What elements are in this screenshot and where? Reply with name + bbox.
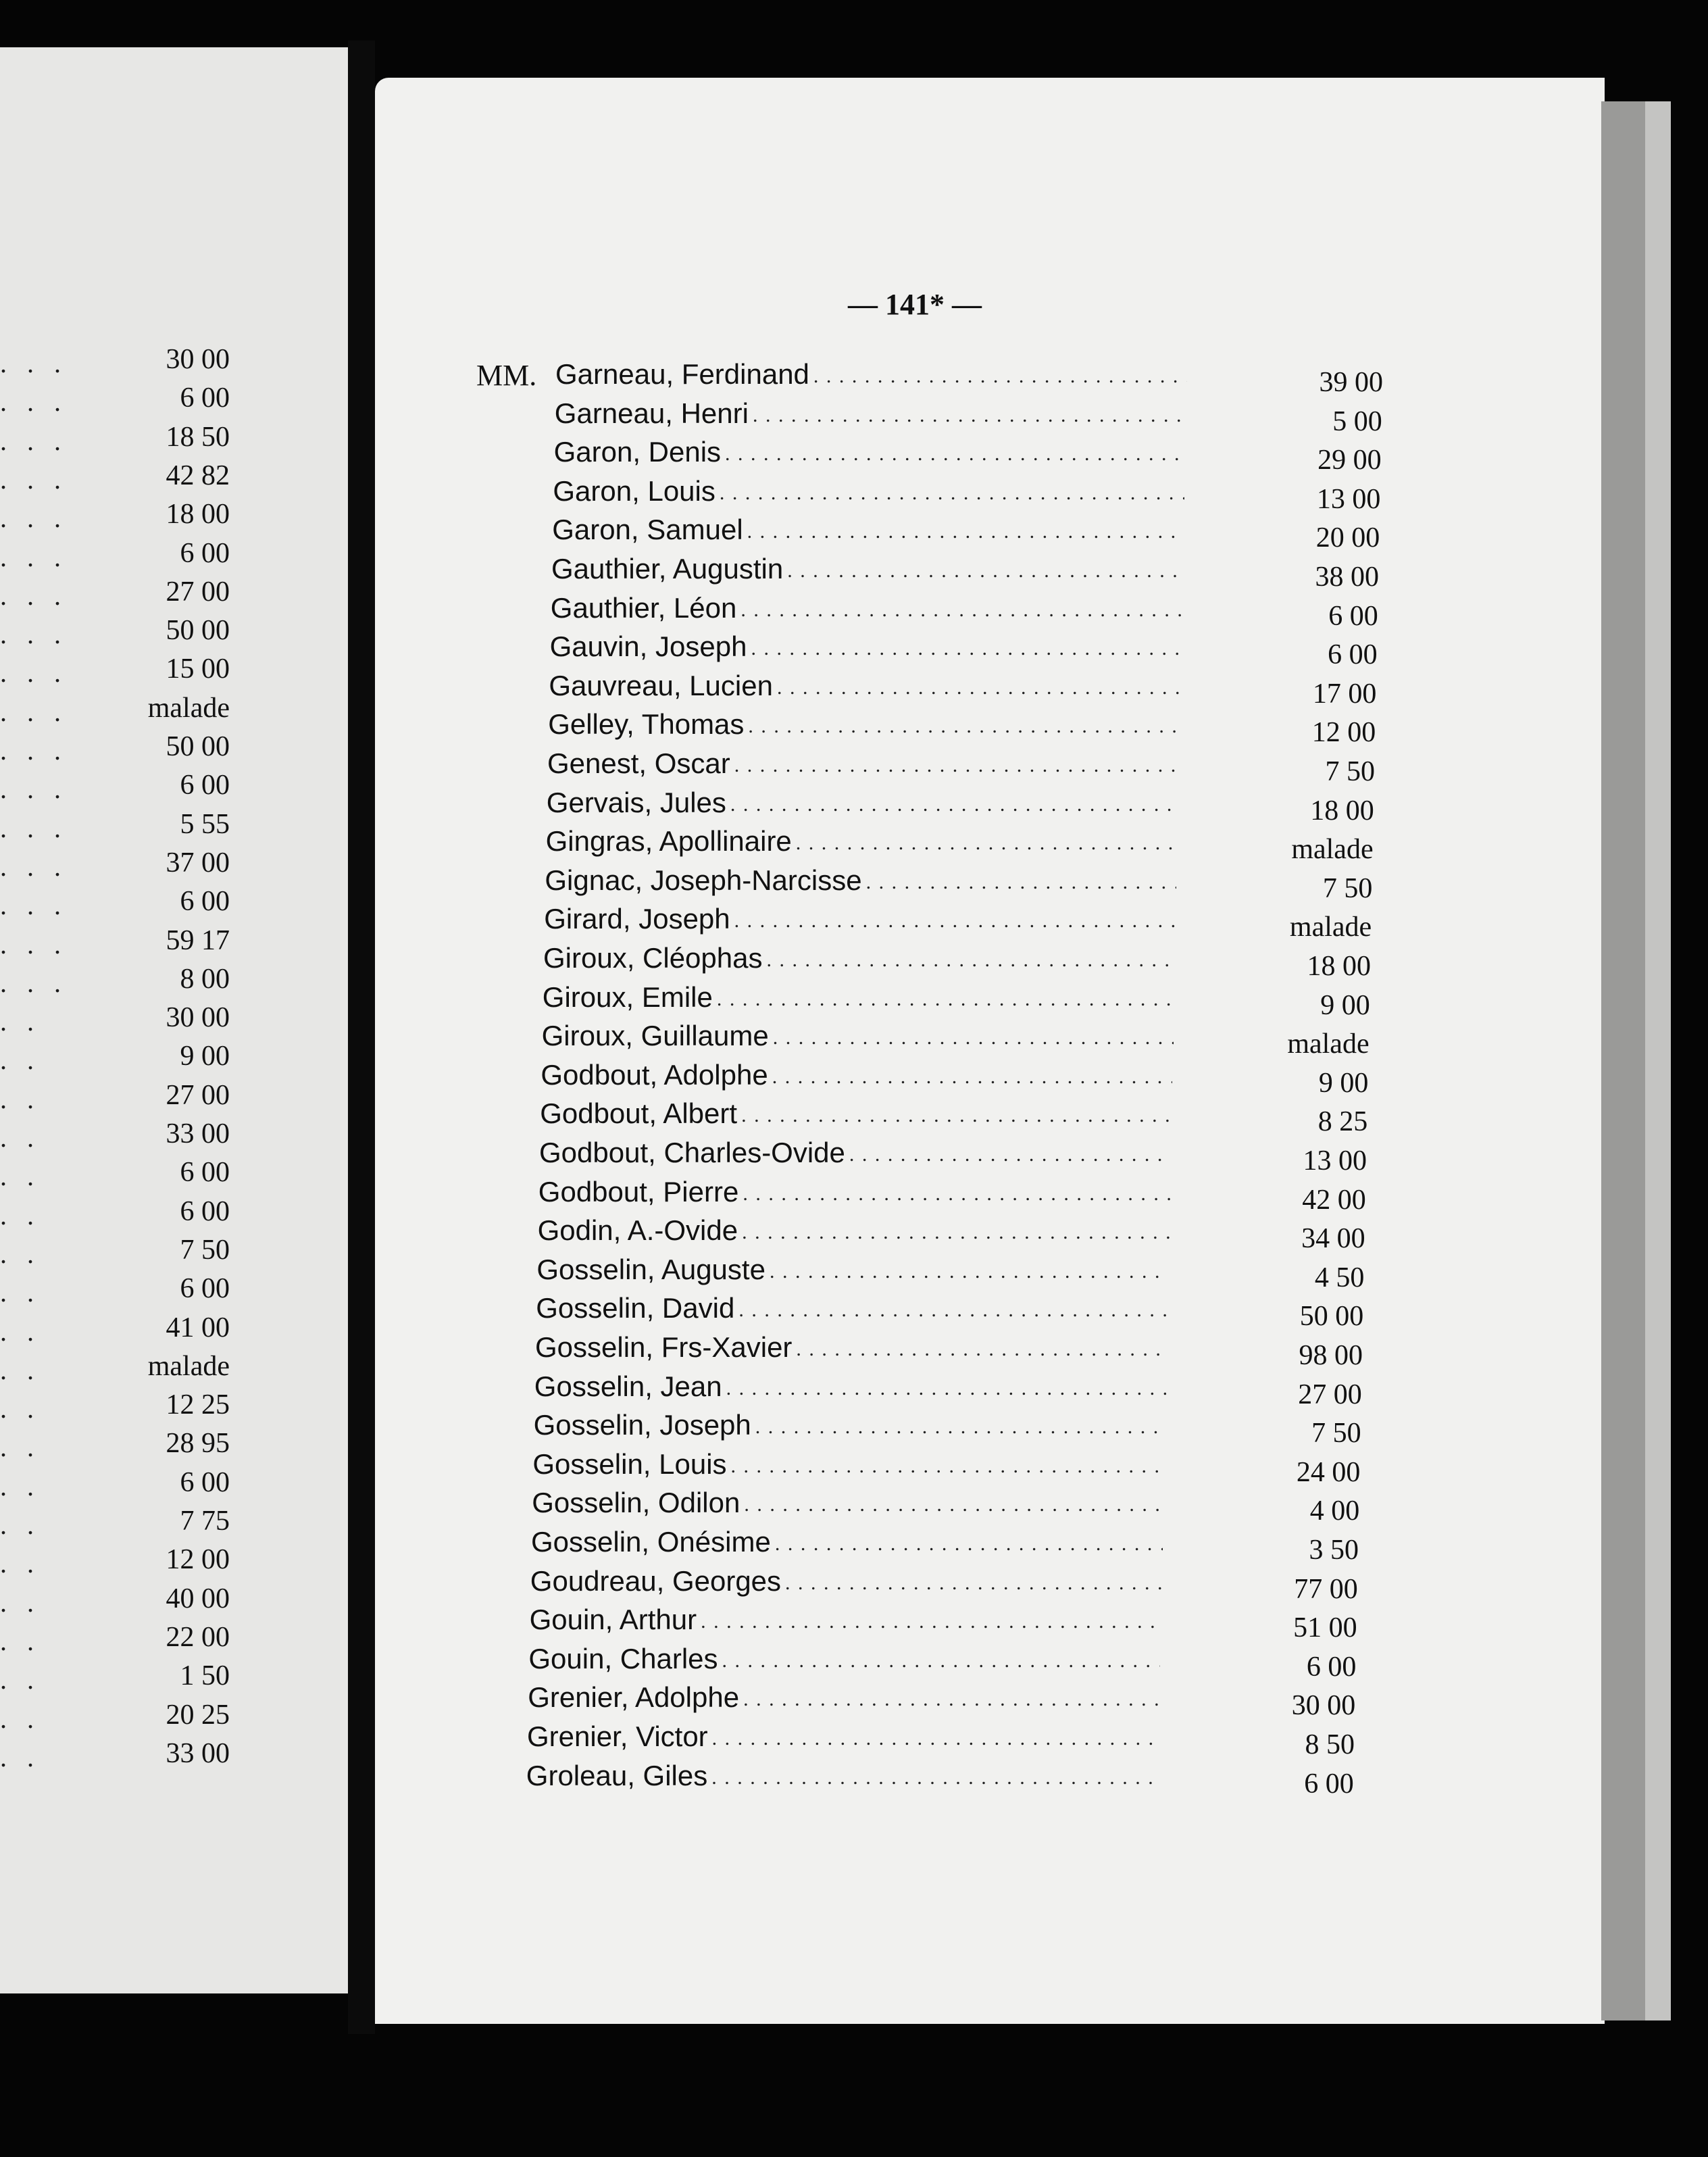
dot-leader: . .	[0, 1122, 41, 1153]
dot-leader: . . .	[0, 541, 68, 572]
entry-amount: 8 50	[1305, 1729, 1355, 1760]
entry-amount: 18 00	[1307, 951, 1371, 982]
book-gutter	[348, 41, 375, 2034]
left-amount: 20 25	[166, 1699, 230, 1731]
left-amount: 5 55	[180, 808, 230, 840]
entry-name: Godbout, Pierre	[538, 1176, 743, 1208]
left-row	[0, 808, 230, 842]
entry-name: Gauthier, Léon	[551, 592, 741, 624]
entry-name-line	[543, 981, 1174, 1014]
dot-leader: . . .	[0, 658, 68, 689]
entry-amount: malade	[1291, 834, 1374, 866]
left-row	[0, 421, 230, 455]
left-row	[0, 730, 230, 764]
entry-name-line	[539, 1137, 1171, 1169]
page-edge	[1645, 101, 1671, 2020]
entry-name: Gervais, Jules	[547, 787, 730, 818]
entry-name-line	[544, 903, 1176, 935]
entry-name: Giroux, Guillaume	[542, 1020, 773, 1051]
entry-name-line	[531, 1526, 1163, 1558]
entry-name-line	[548, 708, 1180, 741]
left-row	[0, 1350, 230, 1384]
left-row	[0, 1466, 230, 1500]
entry-amount: 42 00	[1302, 1184, 1366, 1216]
left-amount: 1 50	[180, 1660, 230, 1692]
dot-leader: . . .	[0, 580, 68, 611]
left-amount: 6 00	[180, 886, 230, 918]
left-amount: 18 00	[166, 499, 230, 530]
left-amount: 18 50	[166, 421, 230, 453]
dot-leader: . . .	[0, 735, 68, 766]
entry-name: Gosselin, Joseph	[534, 1409, 755, 1441]
dot-leader: . . .	[0, 425, 68, 456]
entry-amount: 18 00	[1310, 795, 1374, 826]
entry-name: Garneau, Ferdinand	[555, 358, 813, 390]
left-row	[0, 614, 230, 648]
entry-name-line	[538, 1214, 1170, 1247]
entry-name-line	[532, 1487, 1163, 1519]
left-row	[0, 924, 230, 958]
entry-name-line	[532, 1448, 1164, 1481]
entry-name: Gelley, Thomas	[548, 708, 748, 740]
left-row	[0, 576, 230, 610]
dot-leader: . .	[0, 1625, 41, 1656]
entry-name: Gauthier, Augustin	[551, 553, 787, 585]
entry-name: Gauvin, Joseph	[550, 630, 751, 662]
left-amount: 6 00	[180, 1466, 230, 1498]
entry-amount: 6 00	[1328, 600, 1378, 632]
entry-name: Gosselin, Auguste	[536, 1254, 770, 1285]
dot-leader: . . .	[0, 928, 68, 960]
entry-name: Garon, Louis	[553, 475, 719, 507]
dot-leader: . .	[0, 1238, 41, 1269]
left-amount: 50 00	[166, 731, 230, 762]
dot-leader: . .	[0, 1006, 41, 1037]
left-amount: 33 00	[166, 1118, 230, 1149]
entry-name-line	[549, 670, 1180, 702]
entry-name-line	[540, 1097, 1172, 1130]
entry-amount: 13 00	[1303, 1145, 1367, 1176]
left-amount: 7 75	[180, 1506, 230, 1537]
entry-name: Godin, A.-Ovide	[538, 1214, 742, 1246]
entry-name: Goudreau, Georges	[530, 1565, 785, 1597]
entry-amount: 7 50	[1322, 872, 1373, 904]
entry-name-line	[545, 864, 1176, 897]
entry-name: Gosselin, Onésime	[531, 1526, 775, 1558]
left-amount: 8 00	[180, 963, 230, 995]
entry-name: Giroux, Cléophas	[543, 942, 767, 974]
left-row	[0, 1621, 230, 1655]
dot-leader: . .	[0, 1277, 41, 1308]
left-amount: 37 00	[166, 847, 230, 878]
dot-leader: . .	[0, 1393, 41, 1424]
left-row	[0, 885, 230, 919]
left-row	[0, 1427, 230, 1461]
dot-leader: . . .	[0, 464, 68, 495]
entry-amount: 38 00	[1315, 562, 1379, 593]
entry-name: Gauvreau, Lucien	[549, 670, 777, 701]
entry-name: Gosselin, Jean	[534, 1370, 726, 1402]
left-amount: 6 00	[180, 1195, 230, 1227]
dot-leader: . .	[0, 1432, 41, 1463]
left-row	[0, 1040, 230, 1074]
entry-amount: 27 00	[1298, 1379, 1362, 1410]
entry-name: Godbout, Albert	[540, 1097, 741, 1129]
dot-leader: . .	[0, 1161, 41, 1192]
entry-amount: 29 00	[1317, 445, 1382, 476]
entry-name-line	[547, 747, 1179, 780]
entry-name-line	[535, 1331, 1167, 1364]
entry-name: Gosselin, Frs-Xavier	[535, 1331, 796, 1363]
dot-leader: . . .	[0, 967, 68, 998]
left-row	[0, 537, 230, 571]
entry-name-line	[551, 553, 1183, 585]
dot-leader: . .	[0, 1587, 41, 1618]
dot-leader: . .	[0, 1664, 41, 1695]
left-row	[0, 847, 230, 881]
left-row	[0, 1389, 230, 1422]
entry-name-line	[550, 630, 1182, 663]
entry-name: Gosselin, David	[536, 1292, 738, 1324]
entry-name-line	[528, 1681, 1159, 1714]
entry-amount: 12 00	[1311, 717, 1376, 749]
left-amount: 12 25	[166, 1389, 230, 1421]
left-row	[0, 1312, 230, 1345]
honorific-prefix: MM.	[476, 359, 537, 392]
entry-name-line	[538, 1176, 1170, 1208]
dot-leader: . .	[0, 1045, 41, 1076]
entry-name: Gosselin, Louis	[532, 1448, 730, 1480]
entry-name: Groleau, Giles	[526, 1760, 711, 1791]
left-amount: 28 95	[166, 1428, 230, 1460]
entry-amount: 4 00	[1309, 1495, 1360, 1527]
left-amount: 7 50	[180, 1234, 230, 1266]
left-amount: 22 00	[166, 1621, 230, 1653]
left-row	[0, 1583, 230, 1616]
entry-amount: 5 00	[1332, 405, 1382, 437]
entry-name: Garneau, Henri	[555, 397, 753, 429]
entry-name-line	[526, 1760, 1158, 1792]
left-row	[0, 1505, 230, 1539]
entry-amount: 6 00	[1328, 639, 1378, 671]
left-amount: 6 00	[180, 1157, 230, 1189]
left-row	[0, 653, 230, 687]
left-amount: 6 00	[180, 382, 230, 414]
entry-name-line	[555, 358, 1187, 391]
left-amount: 6 00	[180, 1273, 230, 1305]
left-row	[0, 1737, 230, 1771]
left-amount: 9 00	[180, 1041, 230, 1072]
entry-name: Garon, Denis	[554, 436, 725, 468]
entry-name: Godbout, Adolphe	[541, 1059, 772, 1091]
entry-name: Genest, Oscar	[547, 747, 734, 779]
entry-amount: 30 00	[1291, 1690, 1356, 1722]
entry-amount: 7 50	[1311, 1418, 1361, 1449]
entry-name-line	[551, 592, 1182, 624]
entry-name-line	[543, 942, 1175, 974]
left-row	[0, 1660, 230, 1693]
left-row	[0, 963, 230, 997]
page-edge-shadow	[1601, 101, 1645, 2020]
entry-name: Girard, Joseph	[544, 903, 734, 935]
left-amount: 15 00	[166, 653, 230, 685]
entry-name-line	[530, 1604, 1161, 1636]
dot-leader: . .	[0, 1470, 41, 1502]
left-amount: 41 00	[166, 1312, 230, 1343]
entry-name-line	[541, 1059, 1172, 1091]
left-row	[0, 1079, 230, 1113]
entry-name-line	[546, 825, 1178, 858]
dot-leader: . .	[0, 1548, 41, 1579]
entry-amount: 4 50	[1314, 1262, 1365, 1293]
dot-leader: . . .	[0, 503, 68, 534]
entry-name: Gouin, Arthur	[530, 1604, 701, 1635]
left-amount: 50 00	[166, 615, 230, 647]
entry-name: Gosselin, Odilon	[532, 1487, 744, 1518]
dot-leader: . . .	[0, 696, 68, 727]
dot-leader: . . .	[0, 774, 68, 805]
dot-leader: . . .	[0, 619, 68, 650]
entry-amount: 51 00	[1293, 1612, 1357, 1644]
entry-amount: 7 50	[1325, 756, 1375, 787]
dot-leader: . .	[0, 1741, 41, 1772]
entry-name-line	[534, 1409, 1165, 1441]
entry-name: Godbout, Charles-Ovide	[539, 1137, 849, 1168]
entry-name-line	[552, 514, 1184, 546]
left-amount: malade	[147, 692, 230, 724]
left-row	[0, 1195, 230, 1229]
left-row	[0, 1543, 230, 1577]
left-row	[0, 1234, 230, 1268]
left-row	[0, 343, 230, 377]
entry-name-line	[547, 787, 1178, 819]
left-amount: 6 00	[180, 537, 230, 569]
entry-amount: 6 00	[1304, 1768, 1354, 1800]
dot-leader: . .	[0, 1083, 41, 1114]
entry-amount: 50 00	[1299, 1301, 1364, 1333]
entry-name: Giroux, Emile	[543, 981, 717, 1013]
left-row	[0, 382, 230, 416]
left-row	[0, 498, 230, 532]
entry-amount: 39 00	[1319, 367, 1383, 398]
entry-amount: malade	[1289, 912, 1372, 943]
dot-leader: . .	[0, 1316, 41, 1347]
entry-amount: 24 00	[1296, 1456, 1361, 1488]
dot-leader: . . .	[0, 890, 68, 921]
left-row	[0, 692, 230, 726]
entry-name-line	[536, 1292, 1167, 1324]
entry-amount: 3 50	[1309, 1535, 1359, 1566]
entry-name: Grenier, Adolphe	[528, 1681, 743, 1713]
dot-leader: . .	[0, 1199, 41, 1231]
dot-leader: . .	[0, 1354, 41, 1385]
left-row	[0, 1272, 230, 1306]
entry-amount: malade	[1287, 1028, 1370, 1060]
entry-amount: 34 00	[1301, 1223, 1365, 1255]
entry-name-line	[527, 1720, 1159, 1753]
entry-amount: 77 00	[1294, 1573, 1358, 1605]
left-amount: 30 00	[166, 344, 230, 375]
left-row	[0, 1699, 230, 1733]
entry-amount: 9 00	[1318, 1067, 1369, 1099]
entry-amount: 6 00	[1306, 1651, 1357, 1683]
left-amount: 30 00	[166, 1002, 230, 1034]
dot-leader: . . .	[0, 851, 68, 882]
left-amount: 40 00	[166, 1583, 230, 1614]
entry-name: Gignac, Joseph-Narcisse	[545, 864, 865, 896]
page-number: — 141* —	[848, 288, 982, 321]
left-row	[0, 1156, 230, 1190]
left-amount: 12 00	[166, 1544, 230, 1576]
left-amount: 6 00	[180, 770, 230, 801]
dot-leader: . . .	[0, 348, 68, 378]
left-row	[0, 769, 230, 803]
entry-name-line	[530, 1565, 1162, 1597]
left-amount: 27 00	[166, 576, 230, 608]
entry-name-line	[528, 1643, 1160, 1675]
entry-name-line	[542, 1020, 1174, 1052]
left-row	[0, 460, 230, 493]
left-amount: 33 00	[166, 1737, 230, 1769]
entry-name-line	[554, 436, 1186, 468]
entry-name: Grenier, Victor	[527, 1720, 712, 1752]
dot-leader: . .	[0, 1703, 41, 1734]
entry-amount: 9 00	[1320, 989, 1370, 1021]
left-amount: malade	[147, 1350, 230, 1382]
dot-leader: . . .	[0, 812, 68, 843]
entry-name-line	[553, 475, 1184, 507]
entry-amount: 20 00	[1315, 522, 1380, 554]
dot-leader: . . .	[0, 387, 68, 418]
entry-amount: 8 25	[1317, 1106, 1368, 1138]
entry-amount: 13 00	[1316, 483, 1381, 515]
left-amount: 59 17	[166, 924, 230, 956]
entry-amount: 17 00	[1312, 678, 1377, 710]
entry-amount: 98 00	[1299, 1340, 1363, 1371]
left-amount: 42 82	[166, 460, 230, 491]
dot-leader: . .	[0, 1510, 41, 1540]
left-row	[0, 1118, 230, 1151]
entry-name-line	[555, 397, 1186, 430]
left-row	[0, 1001, 230, 1035]
entry-name: Gingras, Apollinaire	[546, 825, 796, 857]
entry-name: Gouin, Charles	[528, 1643, 722, 1675]
entry-name-line	[536, 1254, 1168, 1286]
entry-name-line	[534, 1370, 1166, 1403]
entry-name: Garon, Samuel	[552, 514, 747, 545]
left-amount: 27 00	[166, 1079, 230, 1111]
